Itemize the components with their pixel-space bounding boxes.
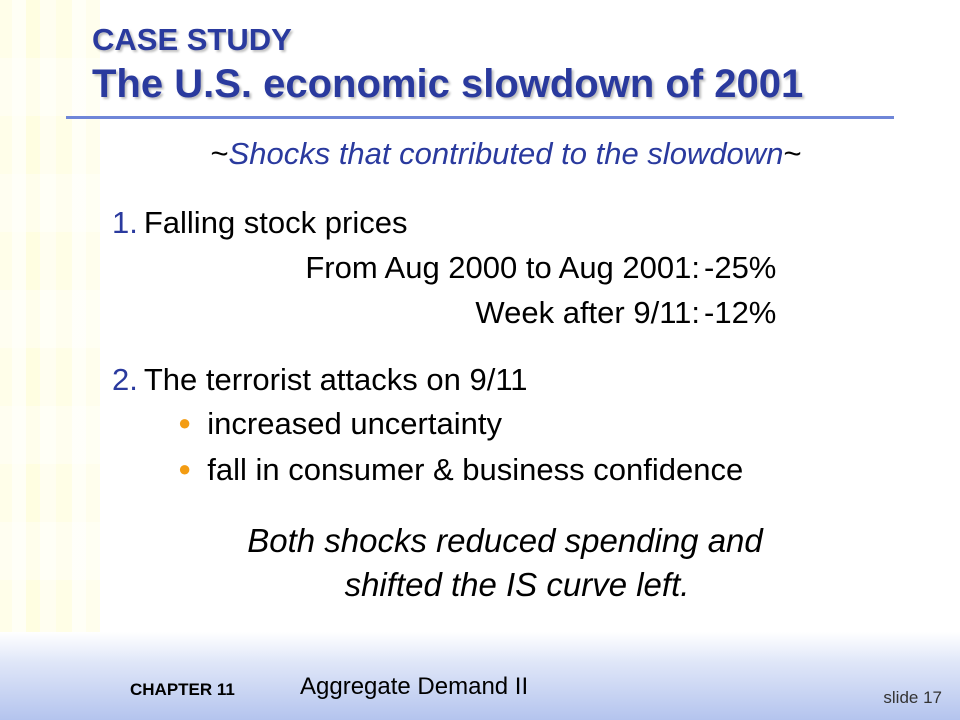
list-item-2 bbox=[112, 362, 528, 398]
stat-label-1: From Aug 2000 to Aug 2001: bbox=[305, 250, 700, 285]
stat-value-1: -25% bbox=[704, 250, 777, 285]
subtitle-tilde-left: ~ bbox=[210, 136, 229, 171]
bullet-item-2 bbox=[178, 452, 743, 488]
bullet-dot-icon: ● bbox=[178, 456, 192, 481]
title-divider bbox=[66, 116, 894, 119]
list-item-1 bbox=[112, 205, 407, 241]
stat-label-2: Week after 9/11: bbox=[475, 295, 700, 330]
list-number-2: 2. bbox=[112, 362, 138, 397]
stat-value-2: -12% bbox=[704, 295, 777, 330]
title-main: The U.S. economic slowdown of 2001 bbox=[92, 62, 804, 106]
bullet-text-2: fall in consumer & business confidence bbox=[207, 452, 744, 487]
footer-title: Aggregate Demand II bbox=[300, 673, 529, 700]
list-number-1: 1. bbox=[112, 205, 138, 240]
subtitle bbox=[0, 136, 960, 172]
bullet-item-1 bbox=[178, 406, 502, 442]
bullet-text-1: increased uncertainty bbox=[207, 406, 502, 441]
title-case-study: CASE STUDY bbox=[92, 22, 292, 57]
stat-row-2 bbox=[0, 295, 960, 335]
subtitle-tilde-right: ~ bbox=[783, 136, 802, 171]
subtitle-text: Shocks that contributed to the slowdown bbox=[228, 136, 784, 171]
list-item-2-text: The terrorist attacks on 9/11 bbox=[143, 362, 528, 397]
left-decorative-stripe bbox=[0, 0, 100, 720]
footer-chapter: CHAPTER 11 bbox=[130, 680, 235, 699]
slide-number: slide 17 bbox=[883, 688, 942, 707]
conclusion-line-1: Both shocks reduced spending and bbox=[247, 522, 763, 559]
conclusion-line-2: shifted the IS curve left. bbox=[344, 566, 690, 603]
bullet-dot-icon: ● bbox=[178, 410, 192, 435]
list-item-1-text: Falling stock prices bbox=[143, 205, 408, 240]
stat-row-1 bbox=[0, 250, 960, 290]
